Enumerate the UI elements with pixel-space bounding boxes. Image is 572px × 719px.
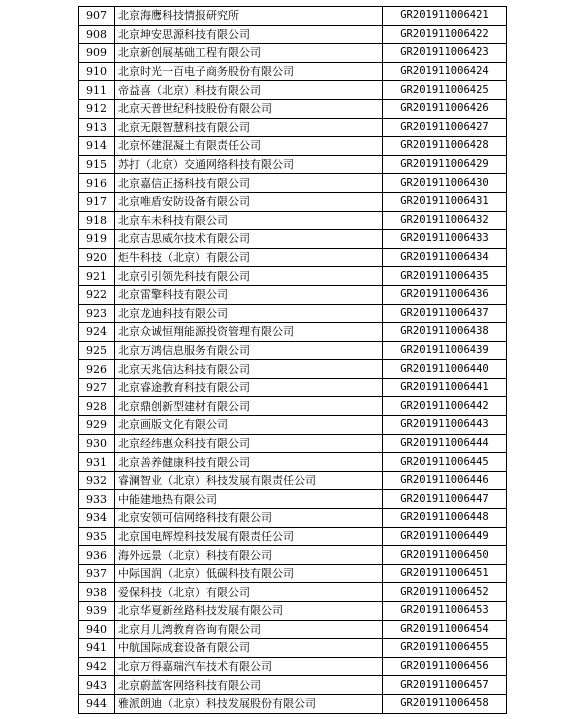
- certificate-code-cell: GR201911006456: [383, 657, 507, 676]
- table-row: [79, 620, 507, 639]
- row-number-cell: 942: [79, 657, 115, 676]
- company-name-cell: 北京唯盾安防设备有限公司: [115, 192, 383, 211]
- row-number-cell: 935: [79, 527, 115, 546]
- row-number-cell: 936: [79, 546, 115, 565]
- certificate-code-cell: GR201911006444: [383, 434, 507, 453]
- table-row: [79, 583, 507, 602]
- row-number-cell: 937: [79, 564, 115, 583]
- certificate-code-cell: GR201911006425: [383, 81, 507, 100]
- table-row: [79, 694, 507, 713]
- table-row: [79, 192, 507, 211]
- row-number-cell: 934: [79, 509, 115, 528]
- table-row: [79, 44, 507, 63]
- certificate-code-cell: GR201911006429: [383, 155, 507, 174]
- company-name-cell: 北京万得嘉瑞汽车技术有限公司: [115, 657, 383, 676]
- table-row: [79, 360, 507, 379]
- row-number-cell: 914: [79, 137, 115, 156]
- row-number-cell: 932: [79, 471, 115, 490]
- table-row: [79, 546, 507, 565]
- certificate-code-cell: GR201911006442: [383, 397, 507, 416]
- company-name-cell: 北京众诚恒翔能源投资管理有限公司: [115, 323, 383, 342]
- company-name-cell: 北京天普世纪科技股份有限公司: [115, 99, 383, 118]
- row-number-cell: 916: [79, 174, 115, 193]
- company-name-cell: 北京车未科技有限公司: [115, 211, 383, 230]
- certificate-code-cell: GR201911006451: [383, 564, 507, 583]
- table-row: [79, 378, 507, 397]
- certificate-code-cell: GR201911006441: [383, 378, 507, 397]
- certificate-code-cell: GR201911006426: [383, 99, 507, 118]
- row-number-cell: 928: [79, 397, 115, 416]
- row-number-cell: 919: [79, 230, 115, 249]
- certificate-table: [78, 6, 507, 714]
- table-row: [79, 416, 507, 435]
- company-name-cell: 北京华夏新丝路科技发展有限公司: [115, 602, 383, 621]
- company-name-cell: 北京吉思威尔技术有限公司: [115, 230, 383, 249]
- row-number-cell: 940: [79, 620, 115, 639]
- certificate-code-cell: GR201911006439: [383, 341, 507, 360]
- table-row: [79, 323, 507, 342]
- table-row: [79, 137, 507, 156]
- certificate-code-cell: GR201911006434: [383, 248, 507, 267]
- company-name-cell: 北京嘉信正扬科技有限公司: [115, 174, 383, 193]
- table-row: [79, 341, 507, 360]
- table-row: [79, 397, 507, 416]
- certificate-code-cell: GR201911006433: [383, 230, 507, 249]
- row-number-cell: 920: [79, 248, 115, 267]
- row-number-cell: 927: [79, 378, 115, 397]
- company-name-cell: 北京月儿湾教育咨询有限公司: [115, 620, 383, 639]
- row-number-cell: 921: [79, 267, 115, 286]
- certificate-code-cell: GR201911006445: [383, 453, 507, 472]
- table-row: [79, 99, 507, 118]
- row-number-cell: 912: [79, 99, 115, 118]
- row-number-cell: 925: [79, 341, 115, 360]
- table-row: [79, 118, 507, 137]
- company-name-cell: 北京鼎创新型建材有限公司: [115, 397, 383, 416]
- certificate-code-cell: GR201911006432: [383, 211, 507, 230]
- company-name-cell: 北京蔚蓝客网络科技有限公司: [115, 676, 383, 695]
- certificate-code-cell: GR201911006453: [383, 602, 507, 621]
- table-row: [79, 155, 507, 174]
- row-number-cell: 923: [79, 304, 115, 323]
- certificate-code-cell: GR201911006438: [383, 323, 507, 342]
- row-number-cell: 931: [79, 453, 115, 472]
- certificate-code-cell: GR201911006428: [383, 137, 507, 156]
- company-name-cell: 北京时光一百电子商务股份有限公司: [115, 62, 383, 81]
- company-name-cell: 北京画版文化有限公司: [115, 416, 383, 435]
- company-name-cell: 北京海鹰科技情报研究所: [115, 7, 383, 26]
- table-row: [79, 304, 507, 323]
- certificate-code-cell: GR201911006427: [383, 118, 507, 137]
- company-name-cell: 雅派朗迪（北京）科技发展股份有限公司: [115, 694, 383, 713]
- company-name-cell: 海外远景（北京）科技有限公司: [115, 546, 383, 565]
- company-name-cell: 北京睿途教育科技有限公司: [115, 378, 383, 397]
- row-number-cell: 910: [79, 62, 115, 81]
- certificate-code-cell: GR201911006430: [383, 174, 507, 193]
- certificate-code-cell: GR201911006443: [383, 416, 507, 435]
- company-name-cell: 睿澜智业（北京）科技发展有限责任公司: [115, 471, 383, 490]
- certificate-code-cell: GR201911006424: [383, 62, 507, 81]
- company-name-cell: 北京经纬惠众科技有限公司: [115, 434, 383, 453]
- certificate-code-cell: GR201911006455: [383, 639, 507, 658]
- company-name-cell: 北京新创展基础工程有限公司: [115, 44, 383, 63]
- table-row: [79, 81, 507, 100]
- table-row: [79, 657, 507, 676]
- row-number-cell: 929: [79, 416, 115, 435]
- certificate-code-cell: GR201911006454: [383, 620, 507, 639]
- table-row: [79, 434, 507, 453]
- company-name-cell: 中能建地热有限公司: [115, 490, 383, 509]
- certificate-code-cell: GR201911006450: [383, 546, 507, 565]
- row-number-cell: 930: [79, 434, 115, 453]
- certificate-code-cell: GR201911006422: [383, 25, 507, 44]
- table-row: [79, 267, 507, 286]
- table-row: [79, 509, 507, 528]
- company-name-cell: 北京无限智慧科技有限公司: [115, 118, 383, 137]
- table-row: [79, 174, 507, 193]
- row-number-cell: 938: [79, 583, 115, 602]
- table-row: [79, 471, 507, 490]
- company-name-cell: 帝益喜（北京）科技有限公司: [115, 81, 383, 100]
- row-number-cell: 917: [79, 192, 115, 211]
- company-name-cell: 爱保科技（北京）有限公司: [115, 583, 383, 602]
- company-name-cell: 北京怀建混凝土有限责任公司: [115, 137, 383, 156]
- row-number-cell: 911: [79, 81, 115, 100]
- certificate-code-cell: GR201911006458: [383, 694, 507, 713]
- certificate-code-cell: GR201911006447: [383, 490, 507, 509]
- certificate-code-cell: GR201911006457: [383, 676, 507, 695]
- table-row: [79, 285, 507, 304]
- table-row: [79, 527, 507, 546]
- company-name-cell: 北京天兆信达科技有限公司: [115, 360, 383, 379]
- company-name-cell: 北京坤安思源科技有限公司: [115, 25, 383, 44]
- table-row: [79, 602, 507, 621]
- certificate-code-cell: GR201911006421: [383, 7, 507, 26]
- company-name-cell: 北京龙迪科技有限公司: [115, 304, 383, 323]
- table-row: [79, 230, 507, 249]
- table-row: [79, 490, 507, 509]
- certificate-code-cell: GR201911006423: [383, 44, 507, 63]
- certificate-code-cell: GR201911006436: [383, 285, 507, 304]
- company-name-cell: 北京万鸿信息服务有限公司: [115, 341, 383, 360]
- row-number-cell: 926: [79, 360, 115, 379]
- table-body: [79, 7, 507, 714]
- row-number-cell: 908: [79, 25, 115, 44]
- company-name-cell: 中际国润（北京）低碳科技有限公司: [115, 564, 383, 583]
- row-number-cell: 941: [79, 639, 115, 658]
- company-name-cell: 中航国际成套设备有限公司: [115, 639, 383, 658]
- table-row: [79, 248, 507, 267]
- company-name-cell: 北京安领可信网络科技有限公司: [115, 509, 383, 528]
- table-row: [79, 7, 507, 26]
- row-number-cell: 922: [79, 285, 115, 304]
- company-name-cell: 炬牛科技（北京）有限公司: [115, 248, 383, 267]
- certificate-code-cell: GR201911006431: [383, 192, 507, 211]
- certificate-code-cell: GR201911006435: [383, 267, 507, 286]
- table-row: [79, 62, 507, 81]
- table-row: [79, 25, 507, 44]
- certificate-code-cell: GR201911006437: [383, 304, 507, 323]
- table-row: [79, 453, 507, 472]
- table-row: [79, 676, 507, 695]
- certificate-code-cell: GR201911006446: [383, 471, 507, 490]
- certificate-code-cell: GR201911006448: [383, 509, 507, 528]
- row-number-cell: 913: [79, 118, 115, 137]
- row-number-cell: 939: [79, 602, 115, 621]
- row-number-cell: 915: [79, 155, 115, 174]
- company-name-cell: 北京引引领先科技有限公司: [115, 267, 383, 286]
- row-number-cell: 944: [79, 694, 115, 713]
- company-name-cell: 北京善养健康科技有限公司: [115, 453, 383, 472]
- company-name-cell: 北京国电辉煌科技发展有限责任公司: [115, 527, 383, 546]
- row-number-cell: 943: [79, 676, 115, 695]
- certificate-code-cell: GR201911006452: [383, 583, 507, 602]
- table-row: [79, 564, 507, 583]
- table-row: [79, 639, 507, 658]
- row-number-cell: 924: [79, 323, 115, 342]
- row-number-cell: 907: [79, 7, 115, 26]
- row-number-cell: 909: [79, 44, 115, 63]
- company-name-cell: 北京雷擎科技有限公司: [115, 285, 383, 304]
- row-number-cell: 918: [79, 211, 115, 230]
- table-row: [79, 211, 507, 230]
- certificate-code-cell: GR201911006449: [383, 527, 507, 546]
- row-number-cell: 933: [79, 490, 115, 509]
- company-name-cell: 苏打（北京）交通网络科技有限公司: [115, 155, 383, 174]
- certificate-code-cell: GR201911006440: [383, 360, 507, 379]
